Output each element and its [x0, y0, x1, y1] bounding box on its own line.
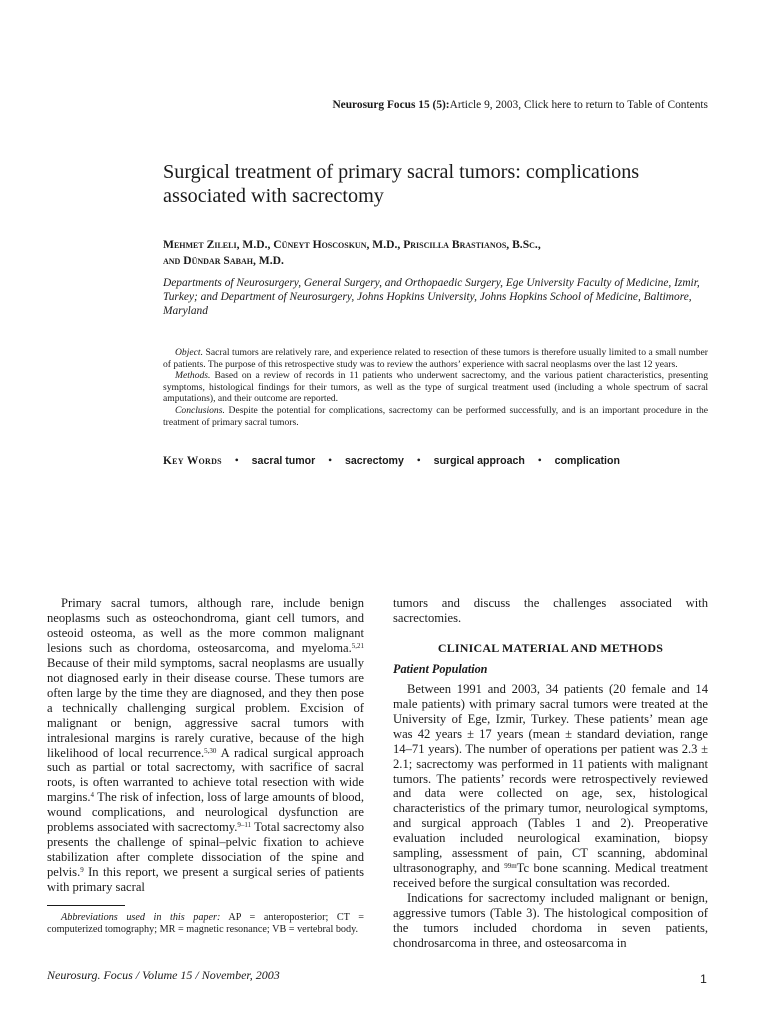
body-text: A radical surgical approach such as partial or total sacrectomy, with sacrifice of sacral roots, is often warranted to achieve total resection with wide margins.	[47, 745, 364, 805]
abstract-conclusions	[163, 405, 708, 428]
reference[interactable]: 9–11	[237, 821, 252, 830]
abstract-conclusions-label: Conclusions.	[175, 404, 225, 416]
keyword: complication	[554, 455, 620, 467]
keyword: sacral tumor	[251, 455, 316, 467]
page-number: 1	[700, 972, 707, 986]
bullet: •	[328, 455, 333, 467]
body-text: Primary sacral tumors, although rare, include benign neoplasms such as osteochondroma, giant cell tumors, and osteoid osteoma, as well as the more common malignant lesions such as chordoma, osteosarcoma, and myeloma.	[47, 596, 364, 655]
abstract-object-text: Sacral tumors are relatively rare, and experience related to resection of these tumors is therefore usually limited to a small number of patients. The purpose of this retrospective study was to review the authors’ experience with sacral neoplasms over the last 12 years.	[163, 347, 708, 370]
body-column-left	[47, 596, 364, 895]
author-line: and Dündar Sabah, M.D.	[163, 253, 284, 267]
reference[interactable]: 9	[80, 866, 84, 875]
body-text: The risk of infection, loss of large amounts of blood, wound complications, and neurological dysfunction are problems associated with sacrectomy.	[47, 790, 364, 835]
footer-citation: Neurosurg. Focus / Volume 15 / November, 2003	[47, 968, 280, 982]
body-text: Tc bone scanning. Medical treatment received before the surgical consultation was recorded.	[393, 861, 708, 891]
footnote-label: Abbreviations used in this paper:	[61, 912, 221, 923]
author-line: Mehmet Zileli, M.D., Cüneyt Hoscoskun, M.D., Priscilla Brastianos, B.Sc.,	[163, 238, 541, 251]
body-paragraph	[47, 596, 364, 895]
subsection-heading: Patient Population	[393, 661, 488, 676]
body-text: Total sacrectomy also presents the challenge of spinal–pelvic fixation to achieve stabilization after complete dissociation of the spine and pelvis.	[47, 820, 364, 880]
author-list	[163, 237, 698, 268]
keyword: surgical approach	[433, 455, 525, 467]
body-paragraph: tumors and discuss the challenges associated with sacrectomies.	[393, 596, 708, 625]
body-paragraph: Indications for sacrectomy included malignant or benign, aggressive tumors (Table 3). The histological composition of the tumors included chordoma in seven patients, chondrosarcoma in three, and osteosarcoma in	[393, 891, 708, 951]
body-text: Between 1991 and 2003, 34 patients (20 female and 14 male patients) with primary sacral tumors were treated at the University of Ege, Izmir, Turkey. These patients’ mean age was 42 years ± 17 years (mean ± standard deviation, range 14–71 years). The number of operations per patient was 2.3 ± 2.1; sacrectomy was performed in 11 patients with malignant tumors. The patients’ records were retrospectively reviewed and data were collected on age, sex, histological characteristics of the primary tumor, neurological symptoms, and surgical approach (Tables 1 and 2). Preoperative evaluation included neurological examination, biopsy sampling, assessment of pain, CT scanning, abdominal ultrasonography, and	[393, 681, 708, 876]
abstract-object-label: Object.	[175, 347, 203, 358]
footnote	[47, 912, 364, 937]
bullet: •	[416, 455, 421, 467]
toc-link[interactable]: Article 9, 2003, Click here to return to Table of Contents	[449, 99, 708, 111]
section-heading: CLINICAL MATERIAL AND METHODS	[437, 640, 664, 655]
footnote-text: AP = anteroposterior; CT = computerized tomography; MR = magnetic resonance; VB = vertebral body.	[47, 912, 364, 936]
body-text: In this report, we present a surgical series of patients with primary sacral	[47, 865, 364, 895]
abstract-methods	[163, 370, 708, 405]
body-column-right	[393, 596, 708, 951]
abstract	[163, 347, 708, 428]
keywords-label: Key Words	[163, 455, 222, 467]
reference[interactable]: 4	[90, 791, 94, 800]
affiliation: Departments of Neurosurgery, General Surgery, and Orthopaedic Surgery, Ege University Faculty of Medicine, Izmir, Turkey; and Department of Neurosurgery, Johns Hopkins University, Johns Hopkins School of Medicine, Baltimore, Maryland	[163, 277, 700, 317]
body-paragraph	[393, 682, 708, 891]
abstract-conclusions-text: Despite the potential for complications, sacrectomy can be performed successfully, and is an important procedure in the treatment of primary sacral tumors.	[163, 404, 708, 428]
abstract-methods-text: Based on a review of records in 11 patients who underwent sacrectomy, and the various patient characteristics, presenting symptoms, histological findings for their tumors, as well as the type of surgical treatment used (including a whole spectrum of sacral amputations), and their outcome are reported.	[163, 370, 708, 405]
abstract-object	[163, 347, 708, 370]
abstract-methods-label: Methods.	[175, 370, 211, 382]
keyword: sacrectomy	[344, 455, 404, 467]
footnote-rule	[47, 905, 125, 906]
reference[interactable]: 5,30	[204, 746, 217, 755]
article-title: Surgical treatment of primary sacral tumors: complications associated with sacrectomy	[163, 161, 640, 207]
body-text: Because of their mild symptoms, sacral neoplasms are usually not diagnosed early in their disease course. These tumors are often large by the time they are diagnosed, and they then pose a technically challenging surgical problem. Excision of malignant or benign, aggressive sacral tumors with intralesional margins is rarely curative, because of the high likelihood of local recurrence.	[47, 655, 364, 760]
journal-citation: Neurosurg Focus 15 (5):	[332, 99, 450, 111]
bullet: •	[537, 455, 542, 467]
keywords	[163, 455, 723, 467]
isotope-superscript: 99m	[504, 862, 517, 871]
running-header	[0, 99, 708, 111]
bullet: •	[234, 455, 239, 467]
reference[interactable]: 5,21	[351, 641, 364, 650]
